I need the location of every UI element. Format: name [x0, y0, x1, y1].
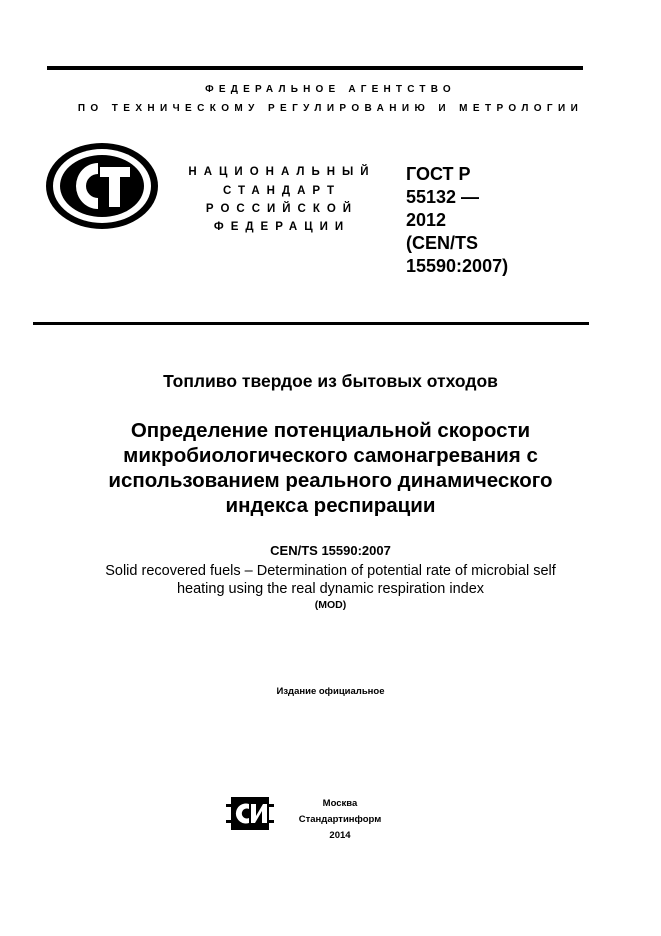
- standard-type-line-3: РОССИЙСКОЙ: [205, 203, 359, 215]
- agency-line-2: ПО ТЕХНИЧЕСКОМУ РЕГУЛИРОВАНИЮ И МЕТРОЛОГИИ: [77, 103, 584, 114]
- designation-line-5: 15590:2007): [406, 256, 509, 276]
- designation-line-3: 2012: [406, 210, 447, 230]
- edition-label: Издание официальное: [276, 686, 385, 697]
- rst-certification-logo-icon: [44, 141, 160, 231]
- designation-line-4: (CEN/TS: [406, 233, 478, 253]
- subtitle-line-3: использованием реального динамического: [108, 469, 553, 492]
- publisher-city: Москва: [322, 798, 358, 809]
- standard-designation: [406, 163, 566, 278]
- international-code: CEN/TS 15590:2007: [270, 543, 391, 558]
- middle-rule: [33, 322, 589, 325]
- subtitle-line-1: Определение потенциальной скорости: [130, 419, 531, 442]
- english-title-line-1: Solid recovered fuels – Determination of potential rate of microbial self: [105, 563, 556, 579]
- document-subtitle: [60, 418, 601, 518]
- publication-year: 2014: [329, 830, 351, 841]
- standard-type-line-2: СТАНДАРТ: [223, 185, 341, 197]
- designation-line-1: ГОСТ Р: [406, 164, 471, 184]
- standartinform-logo-icon: [226, 796, 274, 831]
- subtitle-line-2: микробиологического самонагревания с: [123, 444, 538, 467]
- subtitle-line-4: индекса респирации: [225, 494, 436, 517]
- standard-type-line-1: НАЦИОНАЛЬНЫЙ: [188, 166, 376, 178]
- agency-line-1: ФЕДЕРАЛЬНОЕ АГЕНТСТВО: [205, 84, 456, 95]
- english-title-line-2: heating using the real dynamic respiration index: [176, 581, 485, 597]
- modification-label: (MOD): [314, 599, 347, 611]
- designation-line-2: 55132 —: [406, 187, 480, 207]
- publisher-name: Стандартинформ: [298, 814, 382, 825]
- english-title: [70, 562, 591, 598]
- document-title: Топливо твердое из бытовых отходов: [163, 371, 498, 391]
- top-rule: [47, 66, 583, 70]
- standard-type-line-4: ФЕДЕРАЦИИ: [213, 221, 351, 233]
